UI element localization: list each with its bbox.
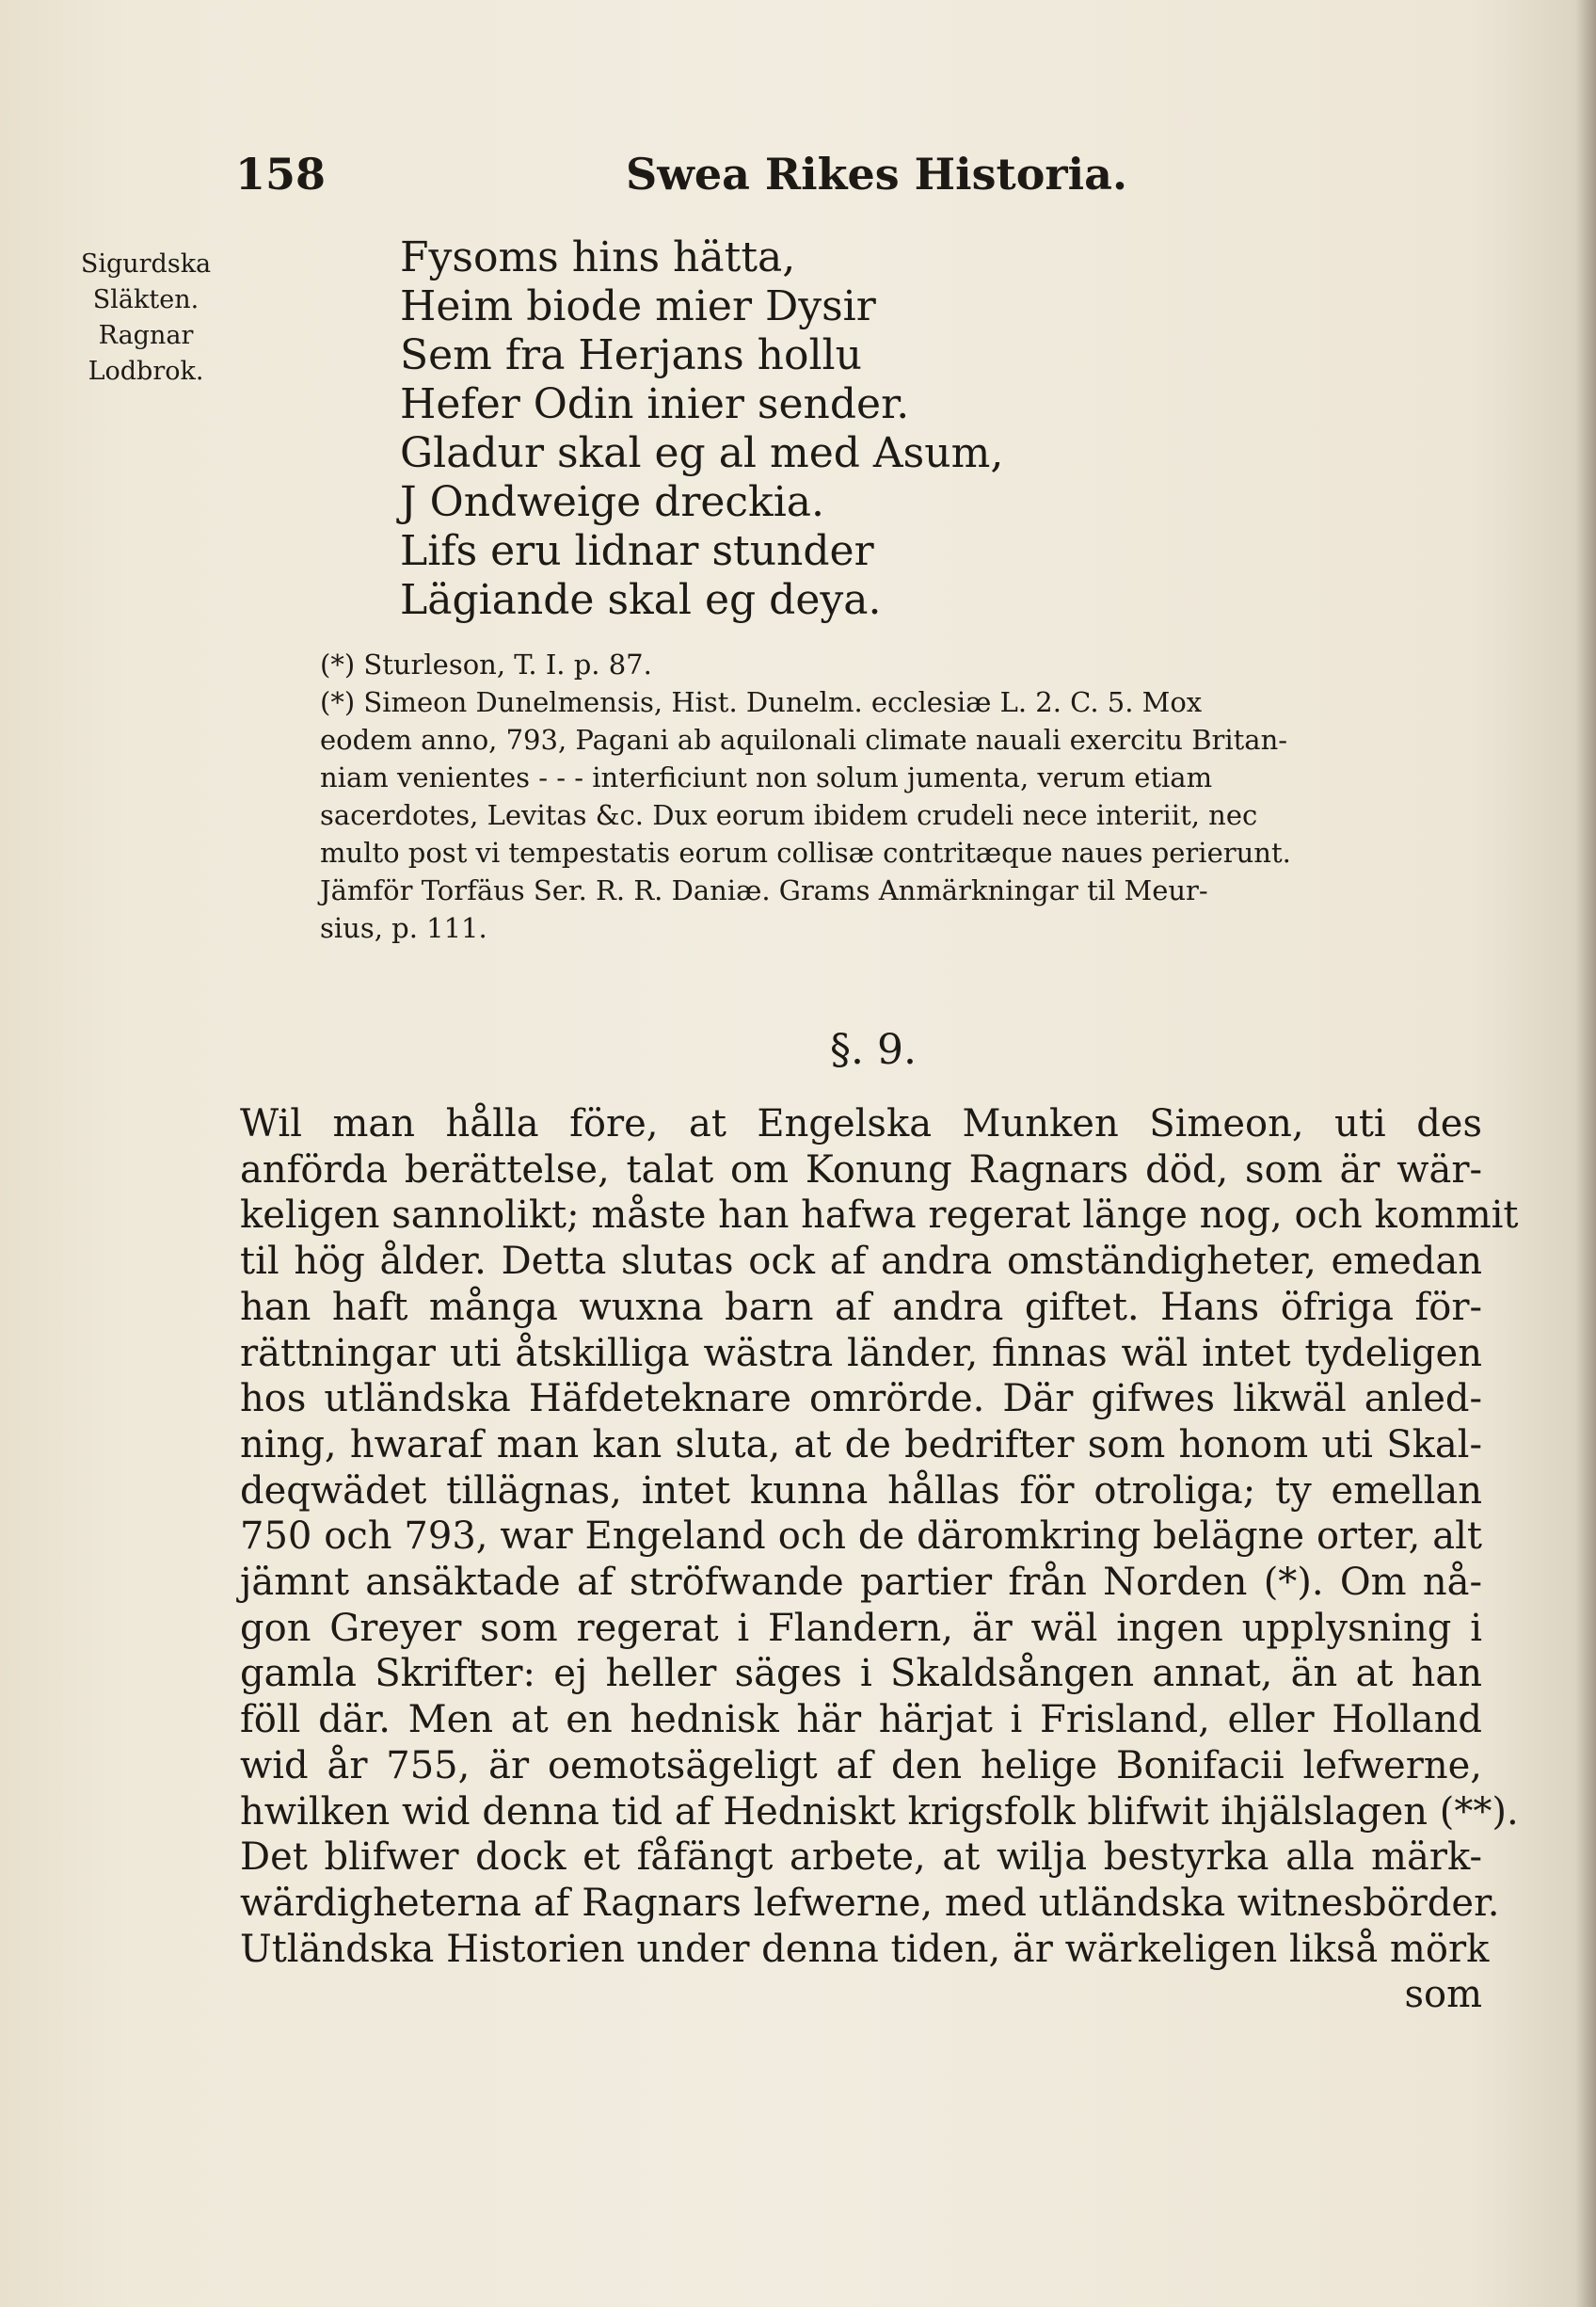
poem-line: J Ondweige dreckia.	[400, 478, 824, 526]
poem-line: Sem fra Herjans hollu	[400, 331, 862, 379]
body-line: keligen sannolikt; måste han hafwa regerat länge nog, och kommit	[240, 1194, 1519, 1238]
section-number: §. 9.	[830, 1026, 917, 1074]
body-line: gon Greyer som regerat i Flandern, är wäl ingen upplysning i	[240, 1606, 1482, 1650]
marginal-note-line: Ragnar	[98, 321, 194, 350]
body-line: hwilken wid denna tid af Hedniskt krigsfolk blifwit ihjälslagen (**).	[240, 1789, 1519, 1834]
poem-line: Fysoms hins hätta,	[400, 233, 796, 281]
body-paragraph	[240, 1101, 1519, 2018]
page-number: 158	[235, 149, 327, 200]
footnote-line: niam venientes - - - interficiunt non solum jumenta, verum etiam	[320, 761, 1213, 793]
poem-line: Gladur skal eg al med Asum,	[400, 429, 1004, 477]
body-line: Det blifwer dock et fåfängt arbete, at wilja bestyrka alla märk-	[240, 1835, 1482, 1880]
body-line: föll där. Men at en hednisk här härjat i Frisland, eller Holland	[240, 1698, 1482, 1742]
running-title: Swea Rikes Historia.	[626, 149, 1127, 200]
body-line: Utländska Historien under denna tiden, är wärkeligen likså mörk	[240, 1927, 1490, 1971]
body-line: ning, hwaraf man kan sluta, at de bedrifter som honom uti Skal-	[240, 1422, 1482, 1466]
poem-line: Hefer Odin inier sender.	[400, 380, 910, 428]
poem-line: Lägiande skal eg deya.	[400, 576, 882, 624]
marginal-note	[56, 247, 235, 390]
body-line: gamla Skrifter: ej heller säges i Skaldsången annat, än at han	[240, 1652, 1482, 1696]
body-line: rättningar uti åtskilliga wästra länder, finnas wäl intet tydeligen	[240, 1331, 1482, 1375]
footnote-line: eodem anno, 793, Pagani ab aquilonali climate nauali exercitu Britan-	[320, 724, 1288, 756]
footnote-first: (*) Sturleson, T. I. p. 87.	[320, 649, 652, 681]
body-line: Wil man hålla före, at Engelska Munken Simeon, uti des	[240, 1102, 1482, 1145]
body-line: til hög ålder. Detta slutas ock af andra omständigheter, emedan	[240, 1240, 1482, 1284]
body-line: anförda berättelse, talat om Konung Ragnars död, som är wär-	[240, 1147, 1482, 1192]
body-line: wärdigheterna af Ragnars lefwerne, med utländska witnesbörder.	[240, 1881, 1500, 1925]
body-line: jämnt ansäktade af ströfwande partier från Norden (*). Om nå-	[240, 1561, 1482, 1605]
body-line: hos utländska Häfdeteknare omrörde. Där gifwes likwäl anled-	[240, 1377, 1482, 1421]
footnotes	[320, 646, 1487, 947]
marginal-note-line: Släkten.	[92, 285, 200, 314]
poem-verse	[400, 233, 1003, 625]
body-line: wid år 755, är oemotsägeligt af den helige Bonifacii lefwerne,	[240, 1743, 1482, 1787]
poem-line: Heim biode mier Dysir	[400, 282, 876, 330]
footnote-line: Jämför Torfäus Ser. R. R. Daniæ. Grams Anmärkningar til Meur-	[320, 874, 1208, 906]
body-line: 750 och 793, war Engeland och de däromkring belägne orter, alt	[240, 1514, 1482, 1559]
poem-line: Lifs eru lidnar stunder	[400, 527, 874, 575]
catchword: som	[1404, 1973, 1482, 2017]
footnote-line: sius, p. 111.	[320, 912, 487, 944]
footnote-line: (*) Simeon Dunelmensis, Hist. Dunelm. ecclesiæ L. 2. C. 5. Mox	[320, 686, 1203, 718]
marginal-note-line: Lodbrok.	[88, 357, 204, 386]
body-line: han haft många wuxna barn af andra giftet. Hans öfriga för-	[240, 1285, 1482, 1329]
body-line: deqwädet tillägnas, intet kunna hållas för otroliga; ty emellan	[240, 1468, 1482, 1513]
marginal-note-line: Sigurdska	[80, 249, 212, 279]
section-heading	[0, 1026, 1596, 1074]
footnote-line: sacerdotes, Levitas &c. Dux eorum ibidem crudeli nece interiit, nec	[320, 799, 1258, 831]
page-header	[0, 149, 1596, 205]
page-edge-shadow	[1575, 0, 1596, 2307]
footnote-line: multo post vi tempestatis eorum collisæ contritæque naues perierunt.	[320, 837, 1291, 869]
